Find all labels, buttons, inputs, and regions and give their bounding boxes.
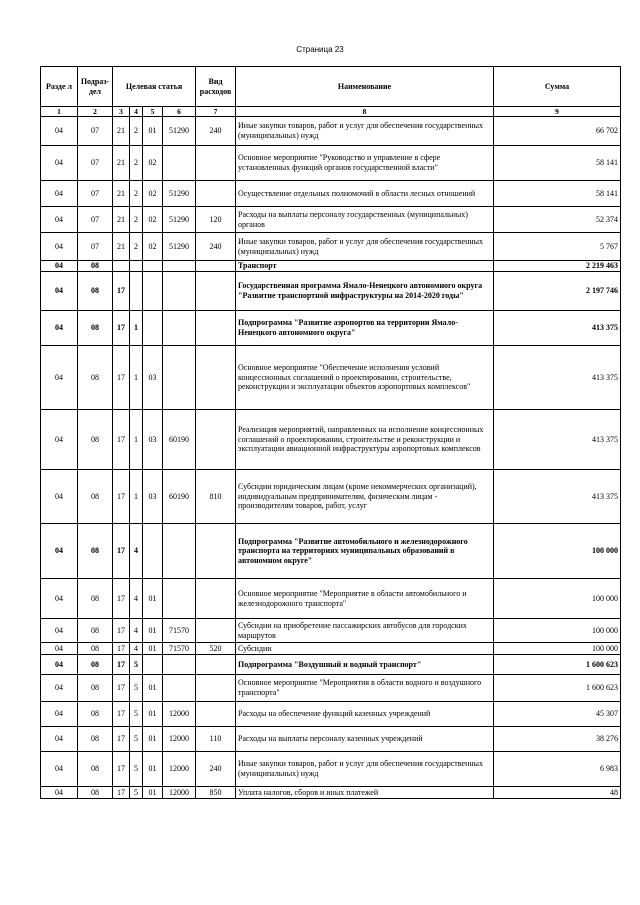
razdel-cell: 04 xyxy=(41,346,78,410)
table-row xyxy=(41,579,621,619)
subprogram-code-cell: 2 xyxy=(130,117,143,146)
event-code-cell: 01 xyxy=(143,675,163,702)
razdel-cell: 04 xyxy=(41,752,78,787)
event-code-cell: 01 xyxy=(143,787,163,799)
expense-type-cell xyxy=(196,261,236,272)
name-cell: Иные закупки товаров, работ и услуг для обеспечения государственных (муниципальных) нужд xyxy=(236,233,494,261)
razdel-cell: 04 xyxy=(41,579,78,619)
table-row xyxy=(41,524,621,579)
name-cell: Подпрограмма "Воздушный и водный транспорт" xyxy=(236,655,494,675)
subprogram-code-cell: 1 xyxy=(130,470,143,524)
name-cell: Субсидии xyxy=(236,643,494,655)
name-cell: Осуществление отдельных полномочий в области лесных отношений xyxy=(236,181,494,207)
direction-code-cell: 51290 xyxy=(163,207,196,233)
table-row xyxy=(41,752,621,787)
razdel-cell: 04 xyxy=(41,207,78,233)
name-cell: Основное мероприятие "Мероприятия в области водного и воздушного транспорта" xyxy=(236,675,494,702)
event-code-cell: 02 xyxy=(143,207,163,233)
table-row xyxy=(41,727,621,752)
podrazdel-cell: 08 xyxy=(78,261,113,272)
program-code-cell: 17 xyxy=(113,272,130,311)
name-cell: Основное мероприятие "Мероприятие в области автомобильного и железнодорожного транспорта" xyxy=(236,579,494,619)
table-row xyxy=(41,146,621,181)
col-number: 8 xyxy=(236,107,494,117)
name-cell: Государственная программа Ямало-Ненецкого автономного округа "Развитие транспортной инфраструктуры на 2014-2020 годы" xyxy=(236,272,494,311)
sum-cell: 45 307 xyxy=(494,702,621,727)
sum-cell: 6 983 xyxy=(494,752,621,787)
program-code-cell: 17 xyxy=(113,311,130,346)
table-row xyxy=(41,410,621,470)
table-row xyxy=(41,470,621,524)
name-cell: Субсидии на приобретение пассажирских автобусов для городских маршрутов xyxy=(236,619,494,643)
direction-code-cell xyxy=(163,272,196,311)
table-row xyxy=(41,272,621,311)
program-code-cell: 17 xyxy=(113,410,130,470)
expense-type-cell: 110 xyxy=(196,727,236,752)
direction-code-cell: 60190 xyxy=(163,470,196,524)
expense-type-cell xyxy=(196,675,236,702)
header-naimenovanie: Наименование xyxy=(236,67,494,107)
razdel-cell: 04 xyxy=(41,117,78,146)
program-code-cell: 17 xyxy=(113,675,130,702)
direction-code-cell: 12000 xyxy=(163,787,196,799)
col-number: 2 xyxy=(78,107,113,117)
name-cell: Подпрограмма "Развитие аэропортов на территории Ямало-Ненецкого автономного округа" xyxy=(236,311,494,346)
podrazdel-cell: 08 xyxy=(78,619,113,643)
header-celevaya-statya: Целевая статья xyxy=(113,67,196,107)
subprogram-code-cell: 2 xyxy=(130,207,143,233)
sum-cell: 100 000 xyxy=(494,579,621,619)
sum-cell: 38 276 xyxy=(494,727,621,752)
razdel-cell: 04 xyxy=(41,410,78,470)
razdel-cell: 04 xyxy=(41,181,78,207)
sum-cell: 413 375 xyxy=(494,470,621,524)
event-code-cell: 03 xyxy=(143,410,163,470)
podrazdel-cell: 08 xyxy=(78,702,113,727)
program-code-cell: 21 xyxy=(113,117,130,146)
subprogram-code-cell: 5 xyxy=(130,787,143,799)
podrazdel-cell: 07 xyxy=(78,207,113,233)
expense-type-cell: 240 xyxy=(196,117,236,146)
direction-code-cell xyxy=(163,675,196,702)
subprogram-code-cell xyxy=(130,272,143,311)
name-cell: Иные закупки товаров, работ и услуг для обеспечения государственных (муниципальных) нужд xyxy=(236,752,494,787)
razdel-cell: 04 xyxy=(41,524,78,579)
sum-cell: 100 000 xyxy=(494,524,621,579)
name-cell: Уплата налогов, сборов и иных платежей xyxy=(236,787,494,799)
program-code-cell: 17 xyxy=(113,346,130,410)
podrazdel-cell: 08 xyxy=(78,675,113,702)
subprogram-code-cell: 4 xyxy=(130,524,143,579)
name-cell: Подпрограмма "Развитие автомобильного и железнодорожного транспорта на территориях муниципальных образований в автономном округе" xyxy=(236,524,494,579)
program-code-cell xyxy=(113,261,130,272)
event-code-cell: 01 xyxy=(143,702,163,727)
col-number: 6 xyxy=(163,107,196,117)
program-code-cell: 17 xyxy=(113,655,130,675)
event-code-cell xyxy=(143,311,163,346)
razdel-cell: 04 xyxy=(41,702,78,727)
subprogram-code-cell: 5 xyxy=(130,702,143,727)
table-row xyxy=(41,181,621,207)
name-cell: Транспорт xyxy=(236,261,494,272)
column-number-row xyxy=(41,107,621,117)
program-code-cell: 17 xyxy=(113,619,130,643)
sum-cell: 52 374 xyxy=(494,207,621,233)
podrazdel-cell: 07 xyxy=(78,181,113,207)
program-code-cell: 21 xyxy=(113,207,130,233)
expense-type-cell xyxy=(196,181,236,207)
table-row xyxy=(41,787,621,799)
event-code-cell: 03 xyxy=(143,470,163,524)
razdel-cell: 04 xyxy=(41,233,78,261)
table-row xyxy=(41,233,621,261)
podrazdel-cell: 08 xyxy=(78,579,113,619)
direction-code-cell xyxy=(163,261,196,272)
direction-code-cell: 12000 xyxy=(163,727,196,752)
expense-type-cell xyxy=(196,272,236,311)
direction-code-cell: 51290 xyxy=(163,181,196,207)
direction-code-cell: 71570 xyxy=(163,643,196,655)
podrazdel-cell: 08 xyxy=(78,470,113,524)
subprogram-code-cell: 5 xyxy=(130,655,143,675)
podrazdel-cell: 08 xyxy=(78,655,113,675)
event-code-cell: 02 xyxy=(143,233,163,261)
subprogram-code-cell: 5 xyxy=(130,752,143,787)
direction-code-cell xyxy=(163,579,196,619)
expense-type-cell xyxy=(196,311,236,346)
direction-code-cell: 51290 xyxy=(163,233,196,261)
table-row xyxy=(41,346,621,410)
program-code-cell: 17 xyxy=(113,643,130,655)
sum-cell: 58 141 xyxy=(494,146,621,181)
direction-code-cell: 51290 xyxy=(163,117,196,146)
event-code-cell: 01 xyxy=(143,117,163,146)
expense-type-cell xyxy=(196,410,236,470)
podrazdel-cell: 08 xyxy=(78,524,113,579)
razdel-cell: 04 xyxy=(41,727,78,752)
table-row xyxy=(41,655,621,675)
podrazdel-cell: 08 xyxy=(78,311,113,346)
name-cell: Реализация мероприятий, направленных на исполнение концессионных соглашений о проектировании, строительстве и реконструкции и эксплуатации авиационной инфраструктуры аэропортовых комплексов xyxy=(236,410,494,470)
direction-code-cell: 60190 xyxy=(163,410,196,470)
name-cell: Расходы на обеспечение функций казенных учреждений xyxy=(236,702,494,727)
direction-code-cell: 71570 xyxy=(163,619,196,643)
event-code-cell: 01 xyxy=(143,619,163,643)
program-code-cell: 21 xyxy=(113,146,130,181)
program-code-cell: 21 xyxy=(113,181,130,207)
expense-type-cell xyxy=(196,702,236,727)
table-header-row xyxy=(41,67,621,107)
podrazdel-cell: 08 xyxy=(78,643,113,655)
direction-code-cell xyxy=(163,346,196,410)
page-title: Страница 23 xyxy=(296,45,344,54)
subprogram-code-cell xyxy=(130,261,143,272)
event-code-cell: 01 xyxy=(143,727,163,752)
expense-type-cell xyxy=(196,346,236,410)
podrazdel-cell: 08 xyxy=(78,727,113,752)
expense-type-cell xyxy=(196,146,236,181)
name-cell: Основное мероприятие "Обеспечение исполнения условий концессионных соглашений о проектировании, строительстве, реконструкции и эксплуатации объектов аэропортовых комплексов" xyxy=(236,346,494,410)
event-code-cell: 01 xyxy=(143,752,163,787)
razdel-cell: 04 xyxy=(41,675,78,702)
subprogram-code-cell: 4 xyxy=(130,619,143,643)
event-code-cell: 02 xyxy=(143,146,163,181)
header-podrazdel: Подраз- дел xyxy=(78,67,113,107)
expense-type-cell: 810 xyxy=(196,470,236,524)
program-code-cell: 17 xyxy=(113,470,130,524)
podrazdel-cell: 08 xyxy=(78,346,113,410)
name-cell: Иные закупки товаров, работ и услуг для обеспечения государственных (муниципальных) нужд xyxy=(236,117,494,146)
sum-cell: 48 xyxy=(494,787,621,799)
podrazdel-cell: 08 xyxy=(78,410,113,470)
subprogram-code-cell: 1 xyxy=(130,311,143,346)
razdel-cell: 04 xyxy=(41,619,78,643)
expense-type-cell xyxy=(196,579,236,619)
event-code-cell: 02 xyxy=(143,181,163,207)
podrazdel-cell: 08 xyxy=(78,787,113,799)
direction-code-cell: 12000 xyxy=(163,702,196,727)
table-row xyxy=(41,207,621,233)
header-summa: Сумма xyxy=(494,67,621,107)
name-cell: Субсидии юридическим лицам (кроме некоммерческих организаций), индивидуальным предпринимателям, физическим лицам - производителям товаров, работ, услуг xyxy=(236,470,494,524)
col-number: 9 xyxy=(494,107,621,117)
table-row xyxy=(41,702,621,727)
event-code-cell xyxy=(143,272,163,311)
subprogram-code-cell: 5 xyxy=(130,675,143,702)
program-code-cell: 17 xyxy=(113,787,130,799)
razdel-cell: 04 xyxy=(41,272,78,311)
sum-cell: 2 197 746 xyxy=(494,272,621,311)
col-number: 3 xyxy=(113,107,130,117)
name-cell: Расходы на выплаты персоналу государственных (муниципальных) органов xyxy=(236,207,494,233)
event-code-cell: 01 xyxy=(143,643,163,655)
razdel-cell: 04 xyxy=(41,146,78,181)
expense-type-cell xyxy=(196,655,236,675)
event-code-cell xyxy=(143,655,163,675)
event-code-cell xyxy=(143,261,163,272)
direction-code-cell xyxy=(163,655,196,675)
program-code-cell: 17 xyxy=(113,727,130,752)
direction-code-cell xyxy=(163,311,196,346)
sum-cell: 66 702 xyxy=(494,117,621,146)
subprogram-code-cell: 1 xyxy=(130,346,143,410)
sum-cell: 100 000 xyxy=(494,619,621,643)
header-razdel: Разде л xyxy=(41,67,78,107)
expense-type-cell: 240 xyxy=(196,752,236,787)
sum-cell: 100 000 xyxy=(494,643,621,655)
sum-cell: 1 600 623 xyxy=(494,675,621,702)
event-code-cell xyxy=(143,524,163,579)
table-row xyxy=(41,261,621,272)
event-code-cell: 03 xyxy=(143,346,163,410)
expense-type-cell xyxy=(196,619,236,643)
razdel-cell: 04 xyxy=(41,655,78,675)
sum-cell: 413 375 xyxy=(494,311,621,346)
razdel-cell: 04 xyxy=(41,311,78,346)
subprogram-code-cell: 2 xyxy=(130,146,143,181)
expense-type-cell: 850 xyxy=(196,787,236,799)
table-row xyxy=(41,311,621,346)
table-row xyxy=(41,675,621,702)
sum-cell: 413 375 xyxy=(494,410,621,470)
sum-cell: 1 600 623 xyxy=(494,655,621,675)
razdel-cell: 04 xyxy=(41,643,78,655)
col-number: 1 xyxy=(41,107,78,117)
program-code-cell: 21 xyxy=(113,233,130,261)
expense-type-cell: 520 xyxy=(196,643,236,655)
subprogram-code-cell: 1 xyxy=(130,410,143,470)
podrazdel-cell: 07 xyxy=(78,117,113,146)
podrazdel-cell: 07 xyxy=(78,146,113,181)
program-code-cell: 17 xyxy=(113,702,130,727)
program-code-cell: 17 xyxy=(113,524,130,579)
subprogram-code-cell: 2 xyxy=(130,233,143,261)
podrazdel-cell: 08 xyxy=(78,272,113,311)
expense-type-cell xyxy=(196,524,236,579)
podrazdel-cell: 08 xyxy=(78,752,113,787)
sum-cell: 58 141 xyxy=(494,181,621,207)
budget-table xyxy=(40,66,621,799)
sum-cell: 2 219 463 xyxy=(494,261,621,272)
col-number: 7 xyxy=(196,107,236,117)
event-code-cell: 01 xyxy=(143,579,163,619)
razdel-cell: 04 xyxy=(41,261,78,272)
program-code-cell: 17 xyxy=(113,752,130,787)
subprogram-code-cell: 4 xyxy=(130,579,143,619)
subprogram-code-cell: 4 xyxy=(130,643,143,655)
name-cell: Расходы на выплаты персоналу казенных учреждений xyxy=(236,727,494,752)
table-row xyxy=(41,619,621,643)
table-row xyxy=(41,117,621,146)
col-number: 5 xyxy=(143,107,163,117)
table-row xyxy=(41,643,621,655)
col-number: 4 xyxy=(130,107,143,117)
program-code-cell: 17 xyxy=(113,579,130,619)
name-cell: Основное мероприятие "Руководство и управление в сфере установленных функций органов государственной власти" xyxy=(236,146,494,181)
direction-code-cell xyxy=(163,524,196,579)
expense-type-cell: 240 xyxy=(196,233,236,261)
razdel-cell: 04 xyxy=(41,787,78,799)
direction-code-cell xyxy=(163,146,196,181)
sum-cell: 413 375 xyxy=(494,346,621,410)
expense-type-cell: 120 xyxy=(196,207,236,233)
sum-cell: 5 767 xyxy=(494,233,621,261)
subprogram-code-cell: 2 xyxy=(130,181,143,207)
podrazdel-cell: 07 xyxy=(78,233,113,261)
razdel-cell: 04 xyxy=(41,470,78,524)
direction-code-cell: 12000 xyxy=(163,752,196,787)
header-vid-raskhodov: Вид расходов xyxy=(196,67,236,107)
subprogram-code-cell: 5 xyxy=(130,727,143,752)
